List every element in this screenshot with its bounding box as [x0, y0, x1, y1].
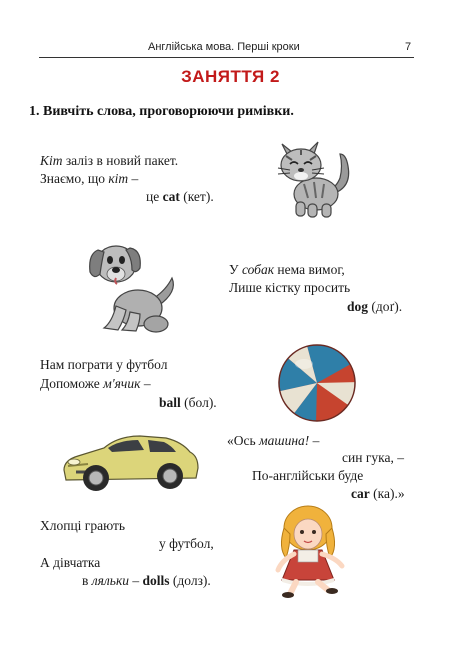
dog-rhyme-line-1: У собак нема вимог,	[229, 262, 345, 277]
dog-illustration	[86, 236, 184, 336]
ball-rhyme-line-1: Нам пограти у футбол	[40, 357, 168, 372]
cat-rhyme-line-1: Кіт заліз в новий пакет.	[40, 153, 179, 168]
book-title: Англійська мова. Перші кроки	[148, 41, 300, 53]
dolls-rhyme-line-3: А дівчатка	[40, 555, 101, 570]
lesson-title: ЗАНЯТТЯ 2	[181, 67, 280, 86]
exercise-heading: 1. Вивчіть слова, проговорюючи римівки.	[29, 104, 294, 119]
car-illustration	[58, 426, 202, 496]
doll-illustration	[268, 502, 358, 598]
ball-illustration	[276, 342, 358, 424]
header-rule	[39, 57, 414, 58]
page-number: 7	[405, 41, 412, 53]
cat-rhyme-line-2: Знаємо, що кіт –	[40, 171, 139, 186]
cat-illustration	[270, 132, 360, 220]
car-rhyme-line-2: син гука, –	[342, 450, 404, 465]
dolls-rhyme-line-1: Хлопці грають	[40, 518, 126, 533]
ball-rhyme-line-3: ball (бол).	[159, 395, 217, 410]
dolls-rhyme-line-2: у футбол,	[159, 536, 214, 551]
car-rhyme-line-1: «Ось машина! –	[227, 433, 320, 448]
ball-rhyme-line-2: Допоможе м'ячик –	[40, 376, 151, 391]
car-rhyme-line-3: По-англійськи буде	[252, 468, 364, 483]
cat-rhyme-line-3: це cat (кет).	[146, 189, 214, 204]
car-rhyme-line-4: car (ка).»	[351, 486, 405, 501]
dog-rhyme-line-2: Лише кістку просить	[229, 280, 351, 295]
dolls-rhyme-line-4: в ляльки – dolls (долз).	[82, 573, 211, 588]
dog-rhyme-line-3: dog (доґ).	[347, 299, 403, 314]
